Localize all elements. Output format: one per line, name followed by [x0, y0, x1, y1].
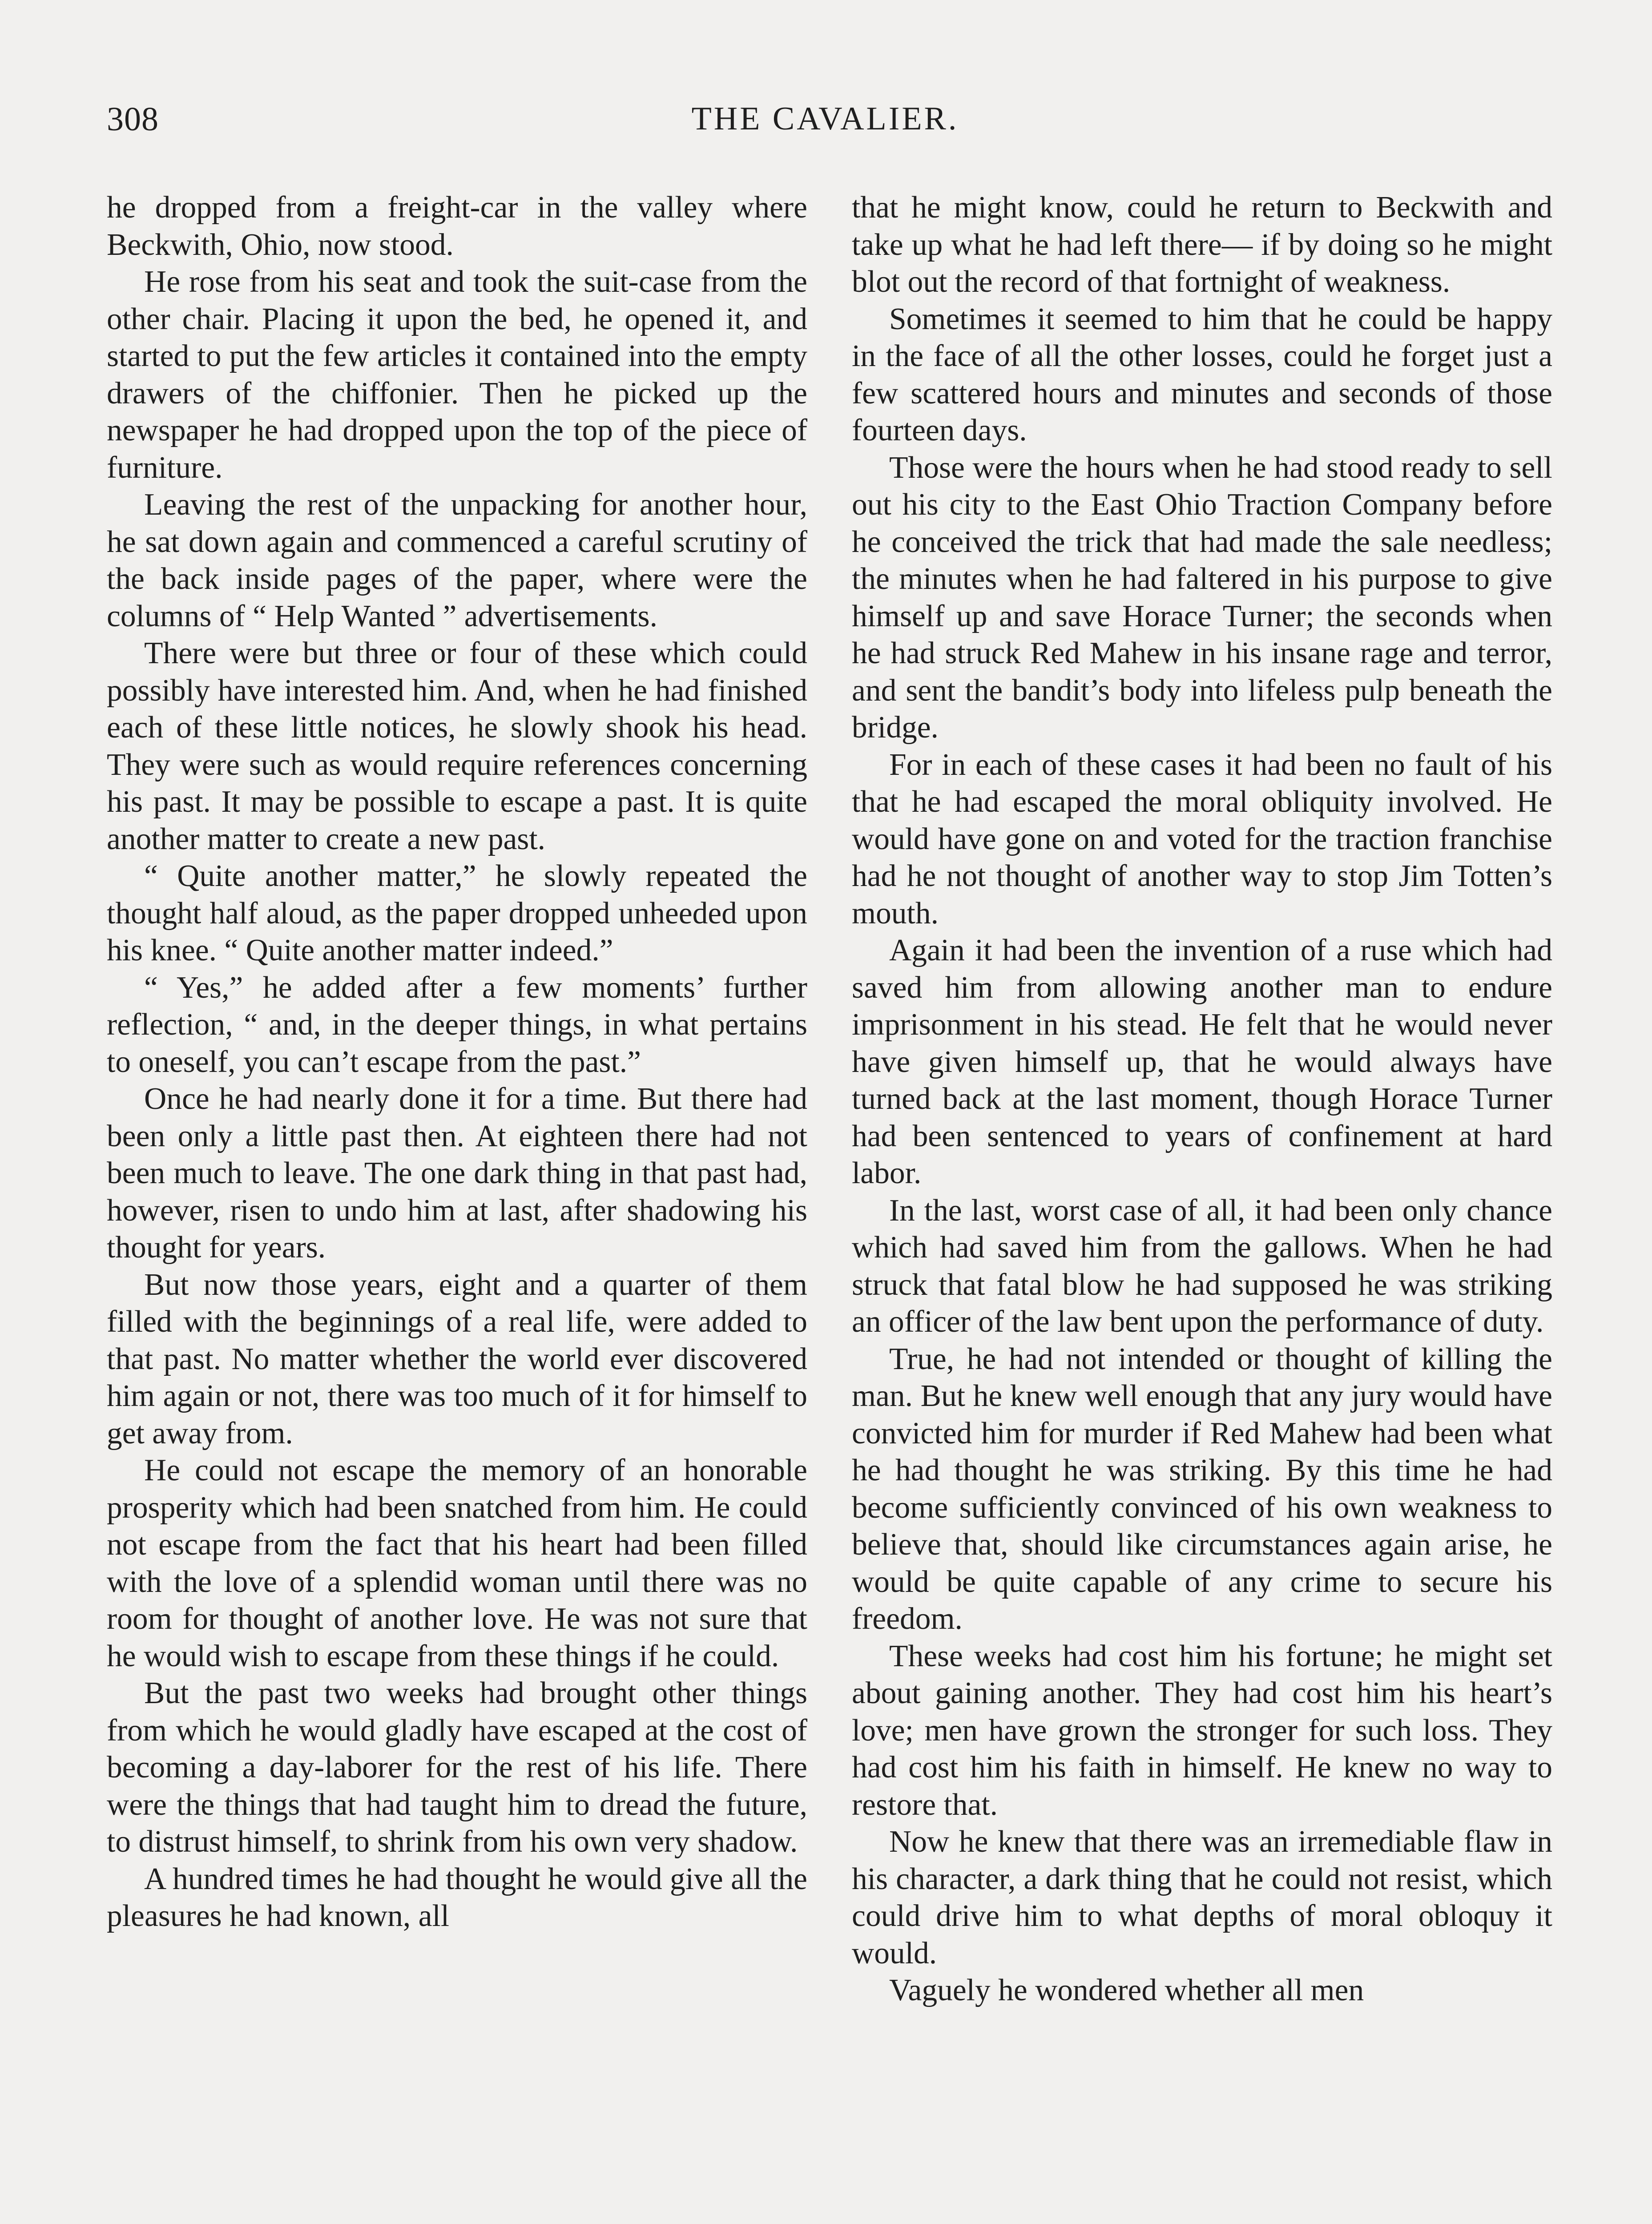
paragraph: He could not escape the memory of an honorable prosperity which had been snatched from him. He could not escape from the fact that his heart had been filled with the love of a splendid woman until there was no room for thought of another love. He was not sure that he would wish to escape from these things if he could. — [107, 1453, 807, 1673]
paragraph: Sometimes it seemed to him that he could be happy in the face of all the other losses, could he forget just a few scattered hours and minutes and seconds of those fourteen days. — [852, 302, 1552, 447]
paragraph: In the last, worst case of all, it had been only chance which had saved him from the gallows. When he had struck that fatal blow he had supposed he was striking an officer of the law bent upon the performance of duty. — [852, 1193, 1552, 1339]
left-column — [107, 189, 807, 1935]
paragraph: Once he had nearly done it for a time. But there had been only a little past then. At eighteen there had not been much to leave. The one dark thing in that past had, however, risen to undo him at last, after shadowing his thought for years. — [107, 1082, 807, 1265]
paragraph: Leaving the rest of the unpacking for another hour, he sat down again and commenced a careful scrutiny of the back inside pages of the paper, where were the columns of “ Help Wanted ” advertisements. — [107, 488, 807, 633]
paragraph: He rose from his seat and took the suit-case from the other chair. Placing it upon the bed, he opened it, and started to put the few articles it contained into the empty drawers of the chiffonier. Then he picked up the newspaper he had dropped upon the top of the piece of furniture. — [107, 265, 807, 485]
paragraph: Those were the hours when he had stood ready to sell out his city to the East Ohio Traction Company before he conceived the trick that had made the sale needless; the minutes when he had faltered in his purpose to give himself up and save Horace Turner; the seconds when he had struck Red Mahew in his insane rage and terror, and sent the bandit’s body into lifeless pulp beneath the bridge. — [852, 450, 1552, 745]
paragraph: But now those years, eight and a quarter of them filled with the beginnings of a real life, were added to that past. No matter whether the world ever discovered him again or not, there was too much of it for himself to get away from. — [107, 1267, 807, 1450]
page-number: 308 — [107, 101, 159, 138]
paragraph: A hundred times he had thought he would give all the pleasures he had known, all — [107, 1861, 807, 1933]
running-title: THE CAVALIER. — [691, 101, 959, 137]
right-column — [852, 189, 1552, 2009]
page-header — [107, 100, 1543, 149]
paragraph: These weeks had cost him his fortune; he might set about gaining another. They had cost him his heart’s love; men have grown the stronger for such loss. They had cost him his faith in himself. He knew no way to restore that. — [852, 1639, 1552, 1822]
paragraph: There were but three or four of these which could possibly have interested him. And, when he had finished each of these little notices, he slowly shook his head. They were such as would require references concerning his past. It may be possible to escape a past. It is quite another matter to create a new past. — [107, 636, 807, 856]
paragraph: True, he had not intended or thought of killing the man. But he knew well enough that any jury would have convicted him for murder if Red Mahew had been what he had thought he was striking. By this time he had become sufficiently convinced of his own weakness to believe that, should like circumstances again arise, he would be quite capable of any crime to secure his freedom. — [852, 1342, 1552, 1636]
paragraph: “ Quite another matter,” he slowly repeated the thought half aloud, as the paper dropped unheeded upon his knee. “ Quite another matter indeed.” — [107, 859, 807, 967]
paragraph: Again it had been the invention of a ruse which had saved him from allowing another man to endure imprisonment in his stead. He felt that he would never have given himself up, that he would always have turned back at the last moment, though Horace Turner had been sentenced to years of confinement at hard labor. — [852, 933, 1552, 1190]
paragraph: But the past two weeks had brought other things from which he would gladly have escaped at the cost of becoming a day-laborer for the rest of his life. There were the things that had taught him to dread the future, to distrust himself, to shrink from his own very shadow. — [107, 1676, 807, 1859]
paragraph: “ Yes,” he added after a few moments’ further reflection, “ and, in the deeper things, in what pertains to oneself, you can’t escape from the past.” — [107, 970, 807, 1079]
paragraph: Now he knew that there was an irremediable flaw in his character, a dark thing that he could not resist, which could drive him to what depths of moral obloquy it would. — [852, 1825, 1552, 1970]
paragraph: Vaguely he wondered whether all men — [889, 1973, 1364, 2007]
paragraph: that he might know, could he return to Beckwith and take up what he had left there— if by doing so he might blot out the record of that fortnight of weakness. — [852, 190, 1552, 299]
paragraph: For in each of these cases it had been no fault of his that he had escaped the moral obliquity involved. He would have gone on and voted for the traction franchise had he not thought of another way to stop Jim Totten’s mouth. — [852, 747, 1552, 931]
paragraph: he dropped from a freight-car in the valley where Beckwith, Ohio, now stood. — [107, 190, 807, 262]
